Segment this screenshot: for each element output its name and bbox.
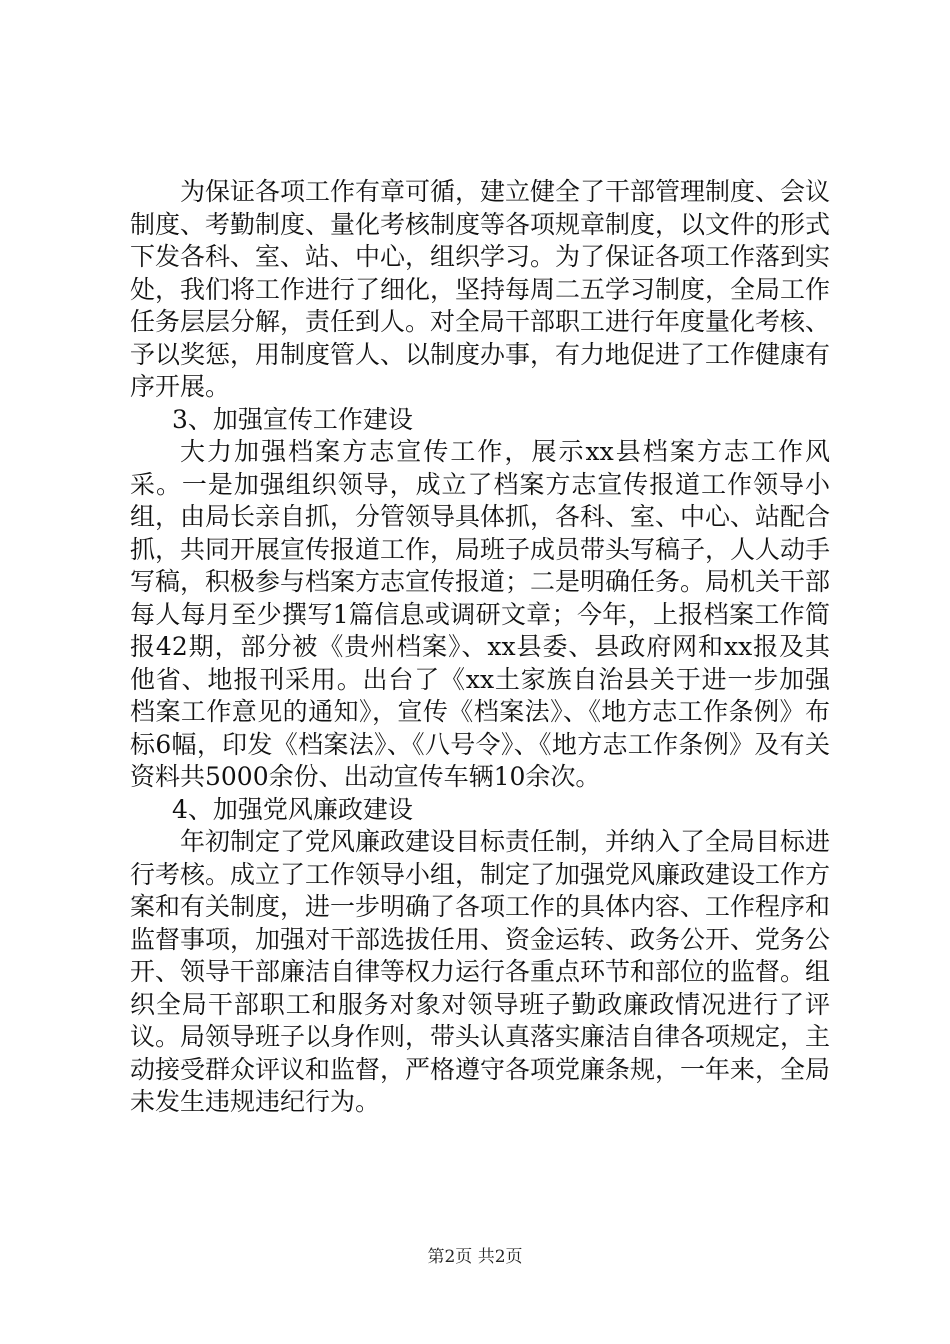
paragraph-regulations: 为保证各项工作有章可循，建立健全了干部管理制度、会议制度、考勤制度、量化考核制度等各项规章制度，以文件的形式下发各科、室、站、中心，组织学习。为了保证各项工作落到实处，我们将工作进行了细化，坚持每周二五学习制度，全局工作任务层层分解，责任到人。对全局干部职工进行年度量化考核、予以奖惩，用制度管人、以制度办事，有力地促进了工作健康有序开展。 <box>130 177 831 401</box>
page-number-footer: 第2页 共2页 <box>427 1247 523 1267</box>
document-body <box>130 176 830 1119</box>
paragraph-integrity: 年初制定了党风廉政建设目标责任制，并纳入了全局目标进行考核。成立了工作领导小组，制定了加强党风廉政建设工作方案和有关制度，进一步明确了各项工作的具体内容、工作程序和监督事项，加强对干部选拔任用、资金运转、政务公开、党务公开、领导干部廉洁自律等权力运行各重点环节和部位的监督。组织全局干部职工和服务对象对领导班子勤政廉政情况进行了评议。局领导班子以身作则，带头认真落实廉洁自律各项规定，主动接受群众评议和监督，严格遵守各项党廉条规，一年来，全局未发生违规违纪行为。 <box>130 827 831 1116</box>
section-heading-integrity: 4、加强党风廉政建设 <box>172 794 413 824</box>
section-heading-publicity: 3、加强宣传工作建设 <box>172 404 413 434</box>
paragraph-publicity: 大力加强档案方志宣传工作，展示xx县档案方志工作风采。一是加强组织领导，成立了档案方志宣传报道工作领导小组，由局长亲自抓，分管领导具体抓，各科、室、中心、站配合抓，共同开展宣传报道工作，局班子成员带头写稿子，人人动手写稿，积极参与档案方志宣传报道；二是明确任务。局机关干部每人每月至少撰写1篇信息或调研文章；今年，上报档案工作简报42期，部分被《贵州档案》、xx县委、县政府网和xx报及其他省、地报刊采用。出台了《xx土家族自治县关于进一步加强档案工作意见的通知》，宣传《档案法》、《地方志工作条例》布标6幅，印发《档案法》、《八号令》、《地方志工作条例》及有关资料共5000余份、出动宣传车辆10余次。 <box>130 437 831 791</box>
